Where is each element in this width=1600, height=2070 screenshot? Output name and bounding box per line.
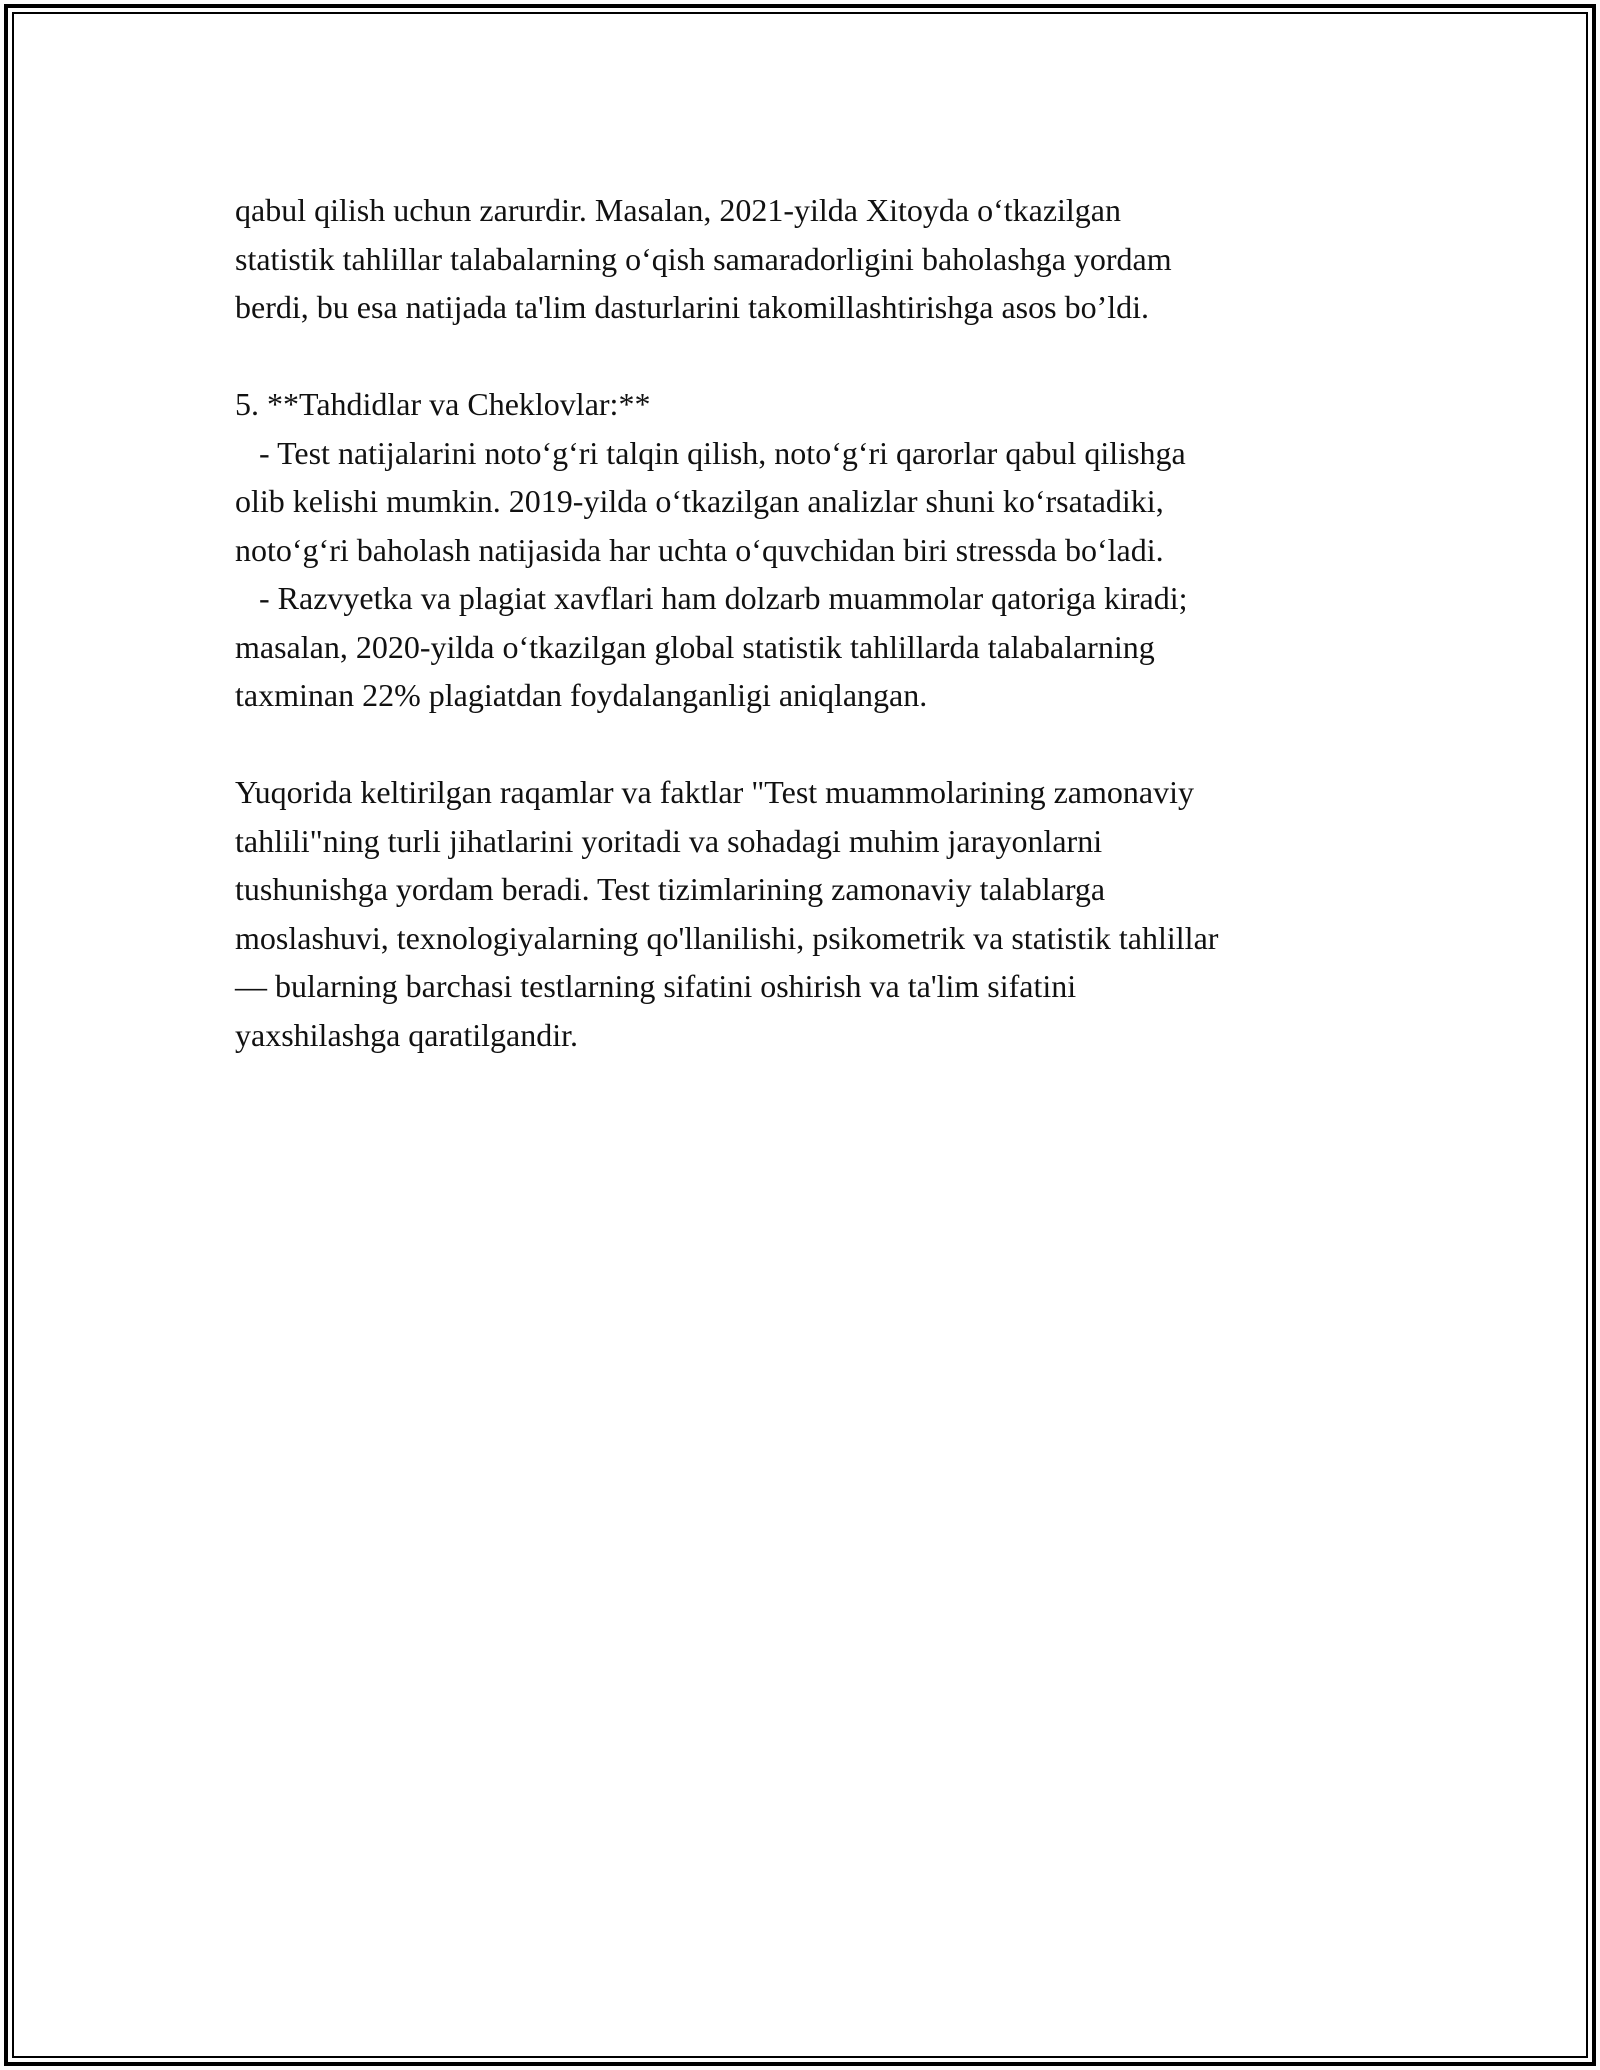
bullet-item-misinterpretation <box>235 429 1415 575</box>
document-body <box>235 186 1415 1059</box>
text-line: olib kelishi mumkin. 2019-yilda o‘tkazilgan analizlar shuni ko‘rsatadiki, <box>235 483 1164 519</box>
text-line: berdi, bu esa natijada ta'lim dasturlarini takomillashtirishga asos bo’ldi. <box>235 289 1149 325</box>
text-line: noto‘g‘ri baholash natijasida har uchta o‘quvchidan biri stressda bo‘ladi. <box>235 531 1164 568</box>
text-line: - Razvyetka va plagiat xavflari ham dolzarb muammolar qatoriga kiradi; <box>235 580 1188 616</box>
paragraph-gap <box>235 332 1415 381</box>
text-line: - Test natijalarini noto‘g‘ri talqin qilish, noto‘g‘ri qarorlar qabul qilishga <box>235 434 1186 471</box>
text-line: tahlili"ning turli jihatlarini yoritadi va sohadagi muhim jarayonlarni <box>235 822 1103 859</box>
conclusion-paragraph <box>235 768 1415 1059</box>
text-line: yaxshilashga qaratilgandir. <box>235 1016 579 1053</box>
bullet-item-plagiarism <box>235 574 1415 720</box>
text-line: masalan, 2020-yilda o‘tkazilgan global statistik tahlillarda talabalarning <box>235 628 1155 665</box>
text-line: tushunishga yordam beradi. Test tizimlarining zamonaviy talablarga <box>235 871 1106 907</box>
text-line: statistik tahlillar talabalarning o‘qish samaradorligini baholashga yordam <box>235 240 1172 277</box>
text-line: moslashuvi, texnologiyalarning qo'llanilishi, psikometrik va statistik tahlillar <box>235 919 1219 956</box>
paragraph-continuation <box>235 186 1415 332</box>
text-line: qabul qilish uchun zarurdir. Masalan, 2021-yilda Xitoyda o‘tkazilgan <box>235 192 1121 228</box>
section-heading: 5. **Tahdidlar va Cheklovlar:** <box>235 386 651 422</box>
paragraph-gap <box>235 720 1415 769</box>
text-line: — bularning barchasi testlarning sifatini oshirish va ta'lim sifatini <box>235 968 1077 1004</box>
text-line: taxminan 22% plagiatdan foydalanganligi aniqlangan. <box>235 677 928 713</box>
text-line: Yuqorida keltirilgan raqamlar va faktlar "Test muammolarining zamonaviy <box>235 774 1194 810</box>
